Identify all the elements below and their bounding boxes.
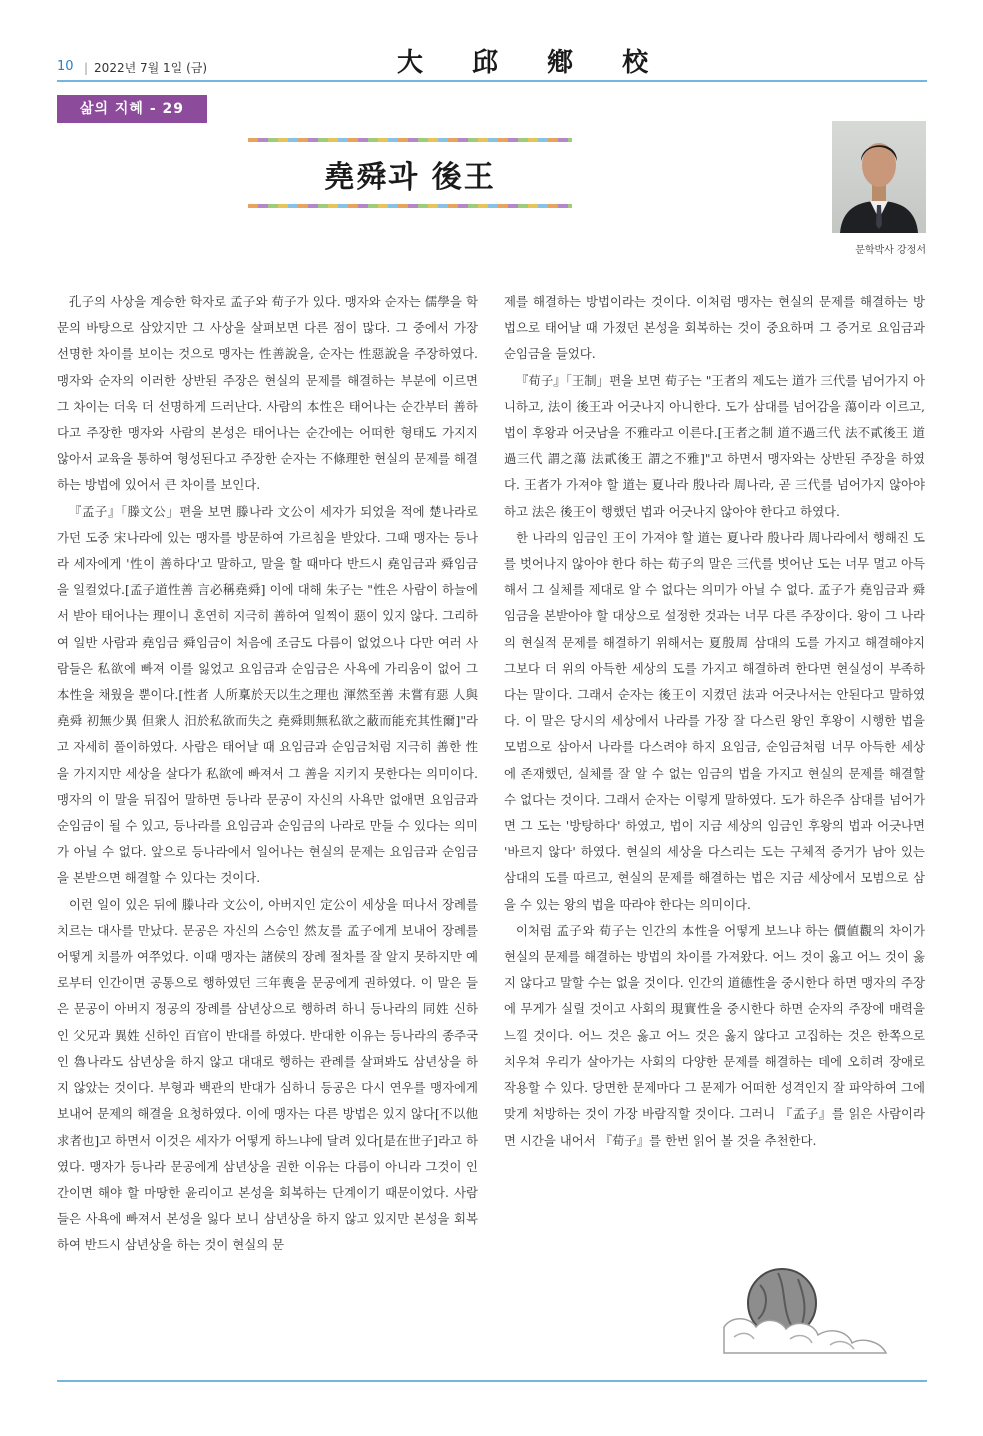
article-column-left <box>57 289 478 1259</box>
paragraph: 제를 해결하는 방법이라는 것이다. 이처럼 맹자는 현실의 문제를 해결하는 방법으로 태어날 때 가졌던 본성을 회복하는 것이 중요하며 그 증거로 요임금과 순임금을 들었다. <box>504 294 925 362</box>
paragraph: 『荀子』「王制」편을 보면 荀子는 "王者의 제도는 道가 三代를 넘어가지 아니하고, 法이 後王과 어긋나지 아니한다. 도가 삼대를 넘어감을 蕩이라 이르고, 법이 후왕과 어긋남을 不雅라고 이른다.[王者之制 道不過三代 法不貳後王 道過三代 謂之蕩 法貳後王 謂之不雅]"고 하면서 맹자와는 상반된 주장을 하였다. 王者가 가져야 할 道는 夏나라 殷나라 周나라, 곧 三代를 넘어가지 않아야 하고 法은 後王이 행했던 법과 어긋나지 않아야 한다고 하였다. <box>504 372 925 519</box>
paragraph: 『孟子』「滕文公」편을 보면 滕나라 文公이 세자가 되었을 적에 楚나라로 가던 도중 宋나라에 있는 맹자를 방문하여 가르침을 받았다. 그때 맹자는 등나라 세자에게 '性이 善하다'고 말하고, 말을 할 때마다 반드시 堯임금과 舜임금을 일컬었다.[孟子道性善 言必稱堯舜] 이에 대해 朱子는 "性은 사람이 하늘에서 받아 태어나는 理이니 혼연히 지극히 善하여 일찍이 惡이 있지 않다. 그리하여 일반 사람과 堯임금 舜임금이 처음에 조금도 다름이 없었으나 다만 여러 사람들은 私欲에 빠져 이를 잃었고 요임금과 순임금은 사욕에 가리움이 없어 그 本性을 채웠을 뿐이다.[性者 人所稟於天以生之理也 渾然至善 未嘗有惡 人與堯舜 初無少異 但衆人 汨於私欲而失之 堯舜則無私欲之蔽而能充其性爾]"라고 자세히 풀이하였다. 사람은 태어날 때 요임금과 순임금처럼 지극히 善한 性을 가지지만 세상을 살다가 私欲에 빠져서 그 善을 지키지 못한다는 의미이다. 맹자의 이 말을 뒤집어 말하면 등나라 문공이 자신의 사욕만 없애면 요임금과 순임금이 될 수 있고, 등나라를 요임금과 순임금의 나라로 만들 수 있다는 의미가 아닐 수 없다. 앞으로 등나라에서 일어나는 현실의 문제는 요임금과 순임금을 본받으면 해결할 수 있다는 것이다. <box>57 503 478 886</box>
article-title: 堯舜과 後王 <box>324 160 496 195</box>
author-photo <box>832 121 926 233</box>
paragraph: 이런 일이 있은 뒤에 滕나라 文公이, 아버지인 定公이 세상을 떠나서 장례를 치르는 대사를 만났다. 문공은 자신의 스승인 然友를 孟子에게 보내어 장례를 어떻게 치를까 여쭈었다. 이때 맹자는 諸侯의 장례 절차를 잘 알지 못하지만 예로부터 인간이면 공통으로 행하였던 三年喪을 문공에게 권하였다. 이 말은 들은 문공이 아버지 정공의 장례를 삼년상으로 행하려 하니 등나라의 同姓 신하인 父兄과 異姓 신하인 百官이 반대를 하였다. 반대한 이유는 등나라의 종주국인 魯나라도 삼년상을 하지 않고 대대로 행하는 관례를 살펴봐도 삼년상을 하지 않았는 것이다. 부형과 백관의 반대가 심하니 등공은 다시 연우를 맹자에게 보내어 문제의 해결을 요청하였다. 이에 맹자는 다른 방법은 있지 않다[不以他求者也]고 하면서 이것은 세자가 어떻게 하느냐에 달려 있다[是在世子]라고 하였다. 맹자가 등나라 문공에게 삼년상을 권한 이유는 다름이 아니라 그것이 인간이면 해야 할 마땅한 윤리이고 본성을 회복하는 단계이기 때문이었다. 사람들은 사욕에 빠져서 본성을 잃다 보니 삼년상을 하지 않고 있지만 본성을 회복하여 반드시 삼년상을 하는 것이 현실의 문 <box>57 896 478 1253</box>
issue-date: | 2022년 7월 1일 (금) <box>84 61 208 75</box>
paragraph: 이처럼 孟子와 荀子는 인간의 本性을 어떻게 보느냐 하는 價値觀의 차이가 현실의 문제를 해결하는 방법의 차이를 가져왔다. 어느 것이 옳고 어느 것이 옳지 않다고 말할 수는 없을 것이다. 인간의 道德性을 중시한다 하면 맹자의 주장에 무게가 실릴 것이고 사회의 現實性을 중시한다 하면 순자의 주장에 매력을 느낄 것이다. 어느 것은 옳고 어느 것은 옳지 않다고 고집하는 것은 한쪽으로 치우쳐 우리가 살아가는 사회의 다양한 문제를 해결하는 데에 오히려 장애로 작용할 수 있다. 당면한 문제마다 그 문제가 어떠한 성격인지 잘 파악하여 그에 맞게 처방하는 것이 가장 바람직할 것이다. 그러니 『孟子』를 읽은 사람이라면 시간을 내어서 『荀子』를 한번 읽어 볼 것을 추천한다. <box>504 922 925 1148</box>
footer-divider <box>57 1380 927 1382</box>
paragraph: 孔子의 사상을 계승한 학자로 孟子와 荀子가 있다. 맹자와 순자는 儒學을 학문의 바탕으로 삼았지만 그 사상을 살펴보면 다른 점이 많다. 그 중에서 가장 선명한 차이를 보이는 것으로 맹자는 性善說을, 순자는 性惡說을 주장하였다. 맹자와 순자의 이러한 상반된 주장은 현실의 문제를 해결하는 부분에 이르면 그 차이는 더욱 더 선명하게 드러난다. 사람의 本性은 태어나는 순간부터 善하다고 주장한 맹자와 사람의 본성은 태어나는 순간에는 어떠한 형태도 가지지 않아서 교육을 통하여 형성된다고 주장한 순자는 不條理한 현실의 문제를 해결하는 방법에 있어서 큰 차이를 보인다. <box>57 294 478 493</box>
title-block <box>248 138 572 208</box>
moon-cloud-illustration <box>720 1255 900 1365</box>
article-column-right <box>504 289 925 1154</box>
page-header <box>57 40 927 82</box>
page-number: 10 <box>57 59 74 74</box>
header-divider <box>57 80 927 82</box>
masthead: 大 邱 鄕 校 <box>397 48 669 78</box>
author-caption: 문학박사 강정서 <box>855 245 926 256</box>
paragraph: 한 나라의 임금인 王이 가져야 할 道는 夏나라 殷나라 周나라에서 행해진 도를 벗어나지 않아야 한다 하는 荀子의 말은 三代를 벗어난 도는 너무 멀고 아득해서 그 실체를 제대로 알 수 없다는 의미가 아닐 수 없다. 孟子가 堯임금과 舜임금을 본받아야 할 대상으로 설정한 것과는 너무 다른 주장이다. 왕이 그 나라의 현실적 문제를 해결하기 위해서는 夏殷周 삼대의 도를 가지고 해결해야지 그보다 더 위의 아득한 세상의 도를 가지고 해결하려 한다면 현실성이 부족하다는 말이다. 그래서 순자는 後王이 지켰던 法과 어긋나서는 안된다고 말하였다. 이 말은 당시의 세상에서 나라를 가장 잘 다스린 왕인 후왕이 시행한 법을 모범으로 삼아서 나라를 다스려야 하지 요임금, 순임금처럼 너무 아득한 세상에 존재했던, 실체를 잘 알 수 없는 임금의 법을 가지고 현실의 문제를 해결할 수 없다는 것이다. 그래서 순자는 이렇게 말하였다. 도가 하은주 삼대를 넘어가면 그 도는 '방탕하다' 하였고, 법이 지금 세상의 임금인 후왕의 법과 어긋나면 '바르지 않다' 하였다. 현실의 세상을 다스리는 도는 구체적 증거가 남아 있는 삼대의 도를 따르고, 현실의 문제를 해결하는 법은 지금 세상에서 모범으로 삼을 수 있는 왕의 법을 따라야 한다는 의미이다. <box>504 529 925 912</box>
column-badge: 삶의 지혜 - 29 <box>57 95 207 123</box>
issue-date-text: 2022년 7월 1일 (금) <box>94 61 208 75</box>
title-decoration-bottom <box>248 204 572 208</box>
title-decoration-top <box>248 138 572 142</box>
